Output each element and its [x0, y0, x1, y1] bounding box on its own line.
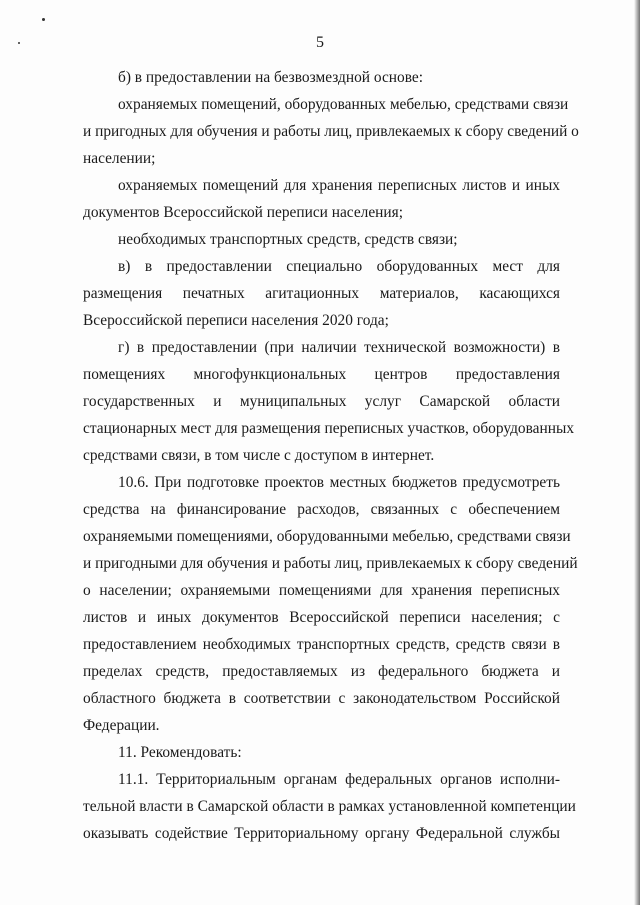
text-line: 11.1. Территориальным органам федеральных органов исполни- — [118, 771, 560, 788]
scan-speck — [42, 18, 45, 21]
text-line: б) в предоставлении на безвозмездной основе: — [118, 69, 423, 86]
page-number: 5 — [316, 34, 324, 51]
text-line: государственных и муниципальных услуг Самарской области — [83, 393, 560, 410]
text-line: о населении; охраняемыми помещениями для хранения переписных — [83, 582, 560, 599]
text-line: областного бюджета в соответствии с законодательством Российской — [83, 690, 560, 707]
text-line: охраняемых помещений для хранения переписных листов и иных — [118, 177, 560, 194]
text-line: документов Всероссийской переписи населения; — [83, 204, 403, 221]
text-line: и пригодными для обучения и работы лиц, привлекаемых к сбору сведений — [83, 555, 578, 572]
text-line: помещениях многофункциональных центров предоставления — [83, 366, 560, 383]
text-line: в) в предоставлении специально оборудованных мест для — [118, 258, 560, 275]
text-line: средства на финансирование расходов, связанных с обеспечением — [83, 501, 560, 518]
text-line: листов и иных документов Всероссийской переписи населения; с — [83, 609, 560, 626]
text-line: охраняемых помещений, оборудованных мебелью, средствами связи — [118, 96, 569, 113]
text-line: Всероссийской переписи населения 2020 года; — [83, 312, 389, 329]
text-line: и пригодных для обучения и работы лиц, привлекаемых к сбору сведений о — [83, 123, 579, 140]
text-line: средствами связи, в том числе с доступом в интернет. — [83, 447, 435, 464]
text-line: размещения печатных агитационных материалов, касающихся — [83, 285, 560, 302]
text-line: Федерации. — [83, 717, 160, 734]
text-line: населении; — [83, 150, 156, 167]
text-line: предоставлением необходимых транспортных средств, средств связи в — [83, 636, 560, 653]
text-line: г) в предоставлении (при наличии технической возможности) в — [118, 339, 560, 356]
text-line: стационарных мест для размещения переписных участков, оборудованных — [83, 420, 575, 437]
text-line: 11. Рекомендовать: — [118, 744, 242, 761]
text-line: 10.6. При подготовке проектов местных бюджетов предусмотреть — [118, 474, 560, 491]
text-line: оказывать содействие Территориальному органу Федеральной службы — [83, 825, 560, 842]
scan-edge-shadow — [634, 0, 640, 905]
text-line: необходимых транспортных средств, средств связи; — [118, 231, 458, 248]
text-line: тельной власти в Самарской области в рамках установленной компетенции — [83, 798, 576, 815]
text-line: пределах средств, предоставляемых из федерального бюджета и — [83, 663, 560, 680]
text-line: охраняемыми помещениями, оборудованными мебелью, средствами связи — [83, 528, 571, 545]
